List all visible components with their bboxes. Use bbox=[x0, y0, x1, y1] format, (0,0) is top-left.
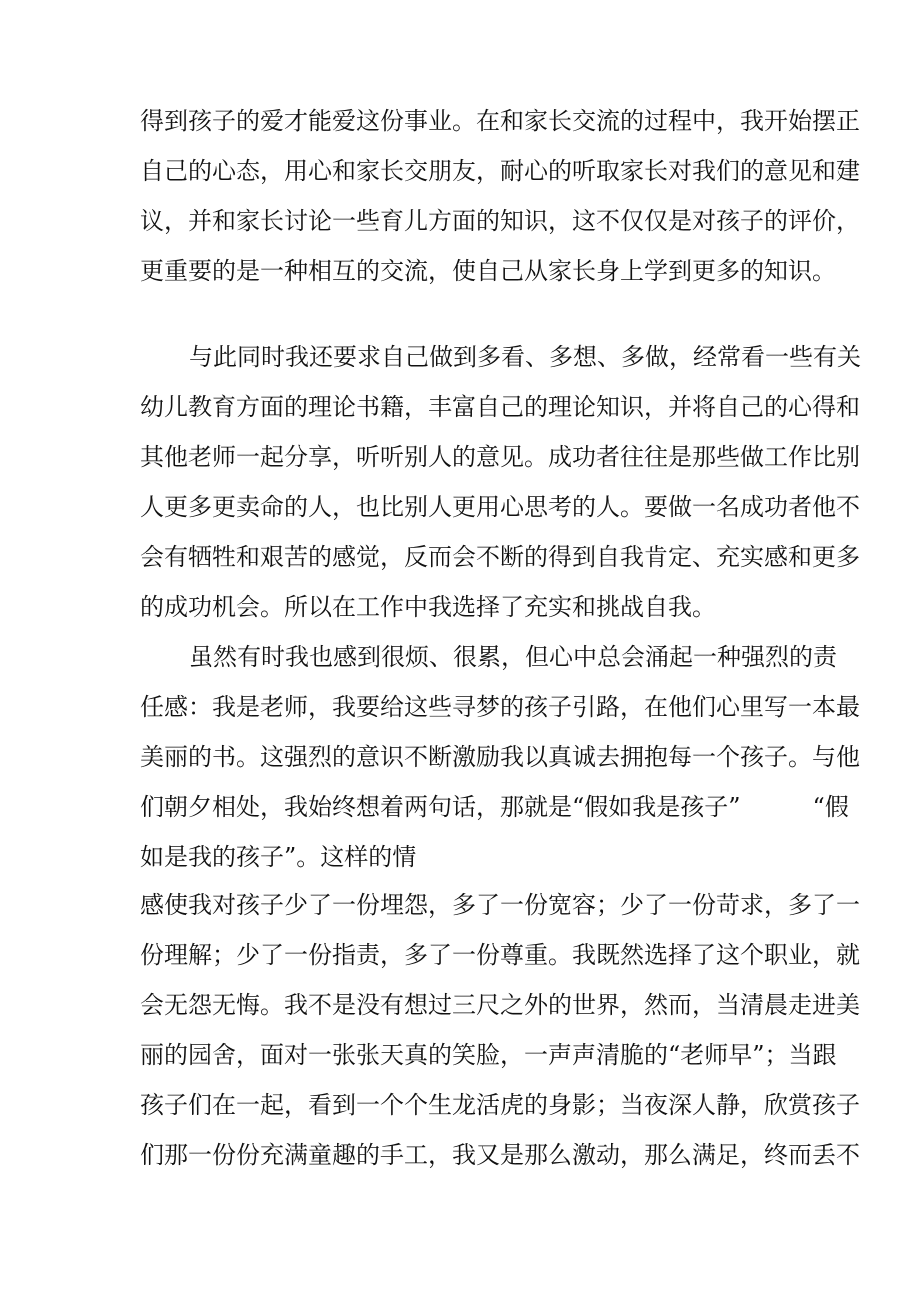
paragraph-3-line-4-text: 们朝夕相处，我始终想着两句话，那就是“假如我是孩子” bbox=[140, 793, 741, 821]
paragraph-1-line-2: 自己的心态，用心和家长交朋友，耐心的听取家长对我们的意见和建 bbox=[140, 157, 860, 185]
paragraph-1-line-3: 议，并和家长讨论一些育儿方面的知识，这不仅仅是对孩子的评价， bbox=[140, 207, 860, 235]
paragraph-4-line-6: 们那一份份充满童趣的手工，我又是那么激动，那么满足，终而丢不 bbox=[140, 1141, 860, 1169]
paragraph-4-line-1: 感使我对孩子少了一份埋怨，多了一份宽容；少了一份苛求，多了一 bbox=[140, 891, 860, 919]
paragraph-4-line-4: 丽的园舍，面对一张张天真的笑脸，一声声清脆的“老师早”；当跟 bbox=[140, 1041, 837, 1069]
paragraph-2-line-1: 与此同时我还要求自己做到多看、多想、多做，经常看一些有关 bbox=[189, 343, 861, 371]
paragraph-4-line-3: 会无怨无悔。我不是没有想过三尺之外的世界，然而，当清晨走进美 bbox=[140, 991, 860, 1019]
paragraph-1-line-1: 得到孩子的爱才能爱这份事业。在和家长交流的过程中，我开始摆正 bbox=[140, 107, 860, 135]
paragraph-3-line-4-end: “假 bbox=[812, 793, 849, 821]
paragraph-4-line-5: 孩子们在一起，看到一个个生龙活虎的身影；当夜深人静，欣赏孩子 bbox=[140, 1091, 860, 1119]
paragraph-2-line-2: 幼儿教育方面的理论书籍，丰富自己的理论知识，并将自己的心得和 bbox=[140, 393, 860, 421]
paragraph-2-line-4: 人更多更卖命的人，也比别人更用心思考的人。要做一名成功者他不 bbox=[140, 493, 860, 521]
paragraph-3-line-2: 任感：我是老师，我要给这些寻梦的孩子引路，在他们心里写一本最 bbox=[140, 693, 860, 721]
paragraph-2-line-3: 其他老师一起分享，听听别人的意见。成功者往往是那些做工作比别 bbox=[140, 443, 860, 471]
paragraph-2-line-6: 的成功机会。所以在工作中我选择了充实和挑战自我。 bbox=[140, 593, 716, 621]
paragraph-3-line-3: 美丽的书。这强烈的意识不断激励我以真诚去拥抱每一个孩子。与他 bbox=[140, 743, 860, 771]
paragraph-2-line-5: 会有牺牲和艰苦的感觉，反而会不断的得到自我肯定、充实感和更多 bbox=[140, 543, 860, 571]
paragraph-3-line-5: 如是我的孩子”。这样的情 bbox=[140, 843, 417, 871]
paragraph-3-line-4 bbox=[140, 790, 849, 824]
paragraph-3-line-1: 虽然有时我也感到很烦、很累，但心中总会涌起一种强烈的责 bbox=[189, 643, 837, 671]
paragraph-1-line-4: 更重要的是一种相互的交流，使自己从家长身上学到更多的知识。 bbox=[140, 257, 836, 285]
paragraph-4-line-2: 份理解；少了一份指责，多了一份尊重。我既然选择了这个职业，就 bbox=[140, 941, 860, 969]
